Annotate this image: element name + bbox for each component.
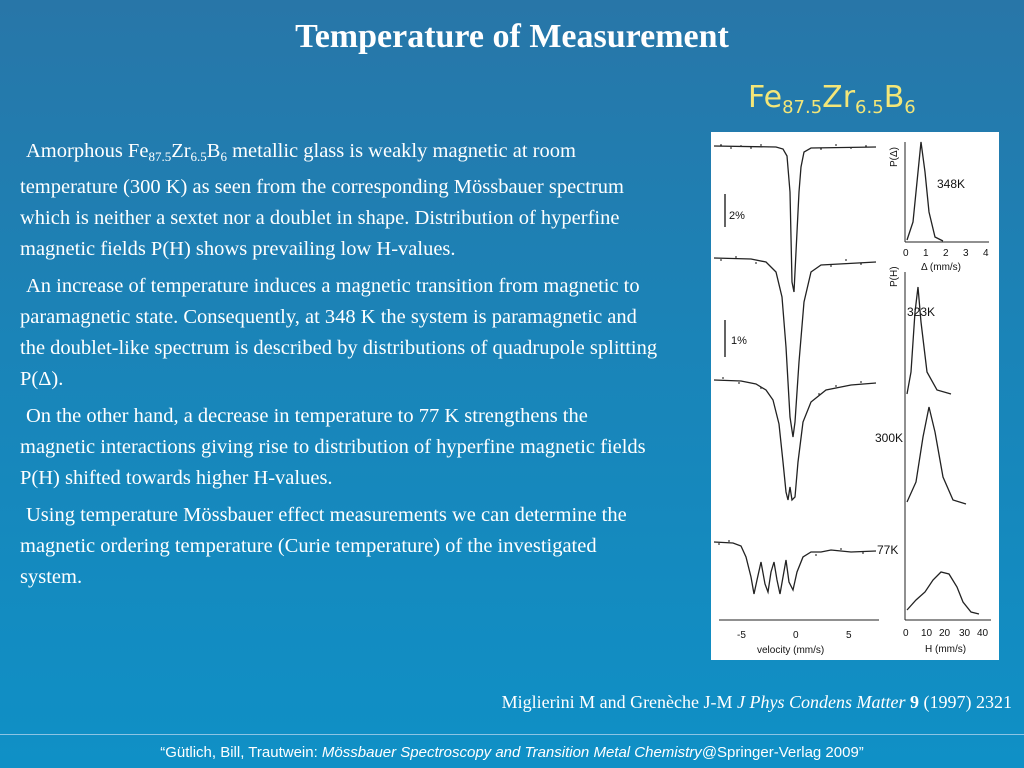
footer-book: Mössbauer Spectroscopy and Transition Metal Chemistry (321, 744, 702, 761)
h-tick-0: 0 (903, 628, 909, 639)
p1-b: B (206, 140, 221, 162)
p-h-insets (875, 266, 991, 620)
formula-b: B (883, 80, 905, 115)
spectra-svg (711, 132, 999, 660)
p1-pre: Amorphous Fe (26, 140, 149, 162)
delta-tick-1: 1 (923, 248, 929, 259)
h-tick-30: 30 (959, 628, 971, 639)
delta-tick-3: 3 (963, 248, 969, 259)
p-delta-inset (889, 142, 989, 273)
temp-300k: 300K (875, 431, 904, 445)
mossbauer-figure (711, 132, 999, 660)
vel-tick-5: 5 (846, 630, 852, 641)
paragraph-1 (20, 136, 660, 265)
formula-b-sub: 6 (904, 97, 916, 118)
footer-prefix: “Gütlich, Bill, Trautwein: (160, 744, 322, 761)
delta-axis-label: Δ (mm/s) (921, 262, 962, 273)
temp-348k: 348K (937, 177, 966, 191)
data-points (718, 144, 867, 556)
h-tick-20: 20 (939, 628, 951, 639)
footer-credit (0, 744, 1024, 761)
paragraph-3: On the other hand, a decrease in temperature to 77 K strengthens the magnetic interactions giving rise to distribution of hyperfine magnetic fields P(H) shifted towards higher H-values. (20, 405, 646, 489)
citation-authors: Miglierini M and Grenèche J-M (501, 692, 738, 712)
scale-2pct: 2% (729, 210, 745, 222)
scale-1pct: 1% (731, 335, 747, 347)
temp-323k: 323K (907, 305, 936, 319)
footer-divider (0, 734, 1024, 735)
body-text (20, 136, 660, 599)
vel-tick-neg5: -5 (737, 630, 746, 641)
citation-journal: J Phys Condens Matter (737, 692, 906, 712)
h-tick-10: 10 (921, 628, 933, 639)
citation-rest: (1997) 2321 (919, 692, 1012, 712)
slide-title: Temperature of Measurement (295, 18, 729, 55)
delta-ticks (903, 248, 989, 259)
p1-zr: Zr (171, 140, 191, 162)
paragraph-2: An increase of temperature induces a magnetic transition from magnetic to paramagnetic state. Consequently, at 348 K the system is paramagnetic and the doublet-like spectrum is described by distributions of quadrupole splitting P(Δ). (20, 275, 658, 390)
h-axis-label: H (mm/s) (925, 644, 967, 655)
formula-fe-sub: 87.5 (782, 97, 823, 118)
paragraph-4: Using temperature Mössbauer effect measurements we can determine the magnetic ordering temperature (Curie temperature) of the investigated system. (20, 504, 627, 588)
p-h-label: P(H) (889, 266, 900, 287)
vel-tick-0: 0 (793, 630, 799, 641)
h-axis (903, 628, 989, 655)
p-delta-label: P(Δ) (889, 146, 900, 167)
velocity-label: velocity (mm/s) (757, 645, 825, 656)
p1-post: metallic glass is weakly magnetic at room temperature (300 K) as seen from the corresponding Mössbauer spectrum which is neither a sextet nor a doublet in shape. Distribution of hyperfine magnetic fields P(H) shows prevailing low H-values. (20, 140, 624, 260)
alloy-formula (748, 80, 916, 118)
formula-zr: Zr (822, 80, 856, 115)
formula-fe: Fe (748, 80, 783, 115)
velocity-axis (719, 620, 879, 656)
p1-zr-sub: 6.5 (190, 149, 207, 164)
delta-tick-4: 4 (983, 248, 989, 259)
p1-fe-sub: 87.5 (148, 149, 172, 164)
footer-suffix: @Springer-Verlag 2009” (701, 744, 864, 761)
spectrum-300k (714, 380, 876, 500)
citation (0, 692, 1012, 713)
h-tick-40: 40 (977, 628, 989, 639)
formula-zr-sub: 6.5 (855, 97, 884, 118)
temp-77k: 77K (877, 543, 899, 557)
spectrum-77k (714, 542, 876, 594)
delta-tick-2: 2 (943, 248, 949, 259)
citation-volume: 9 (910, 692, 919, 712)
p1-b-sub: 6 (220, 149, 227, 164)
delta-tick-0: 0 (903, 248, 909, 259)
